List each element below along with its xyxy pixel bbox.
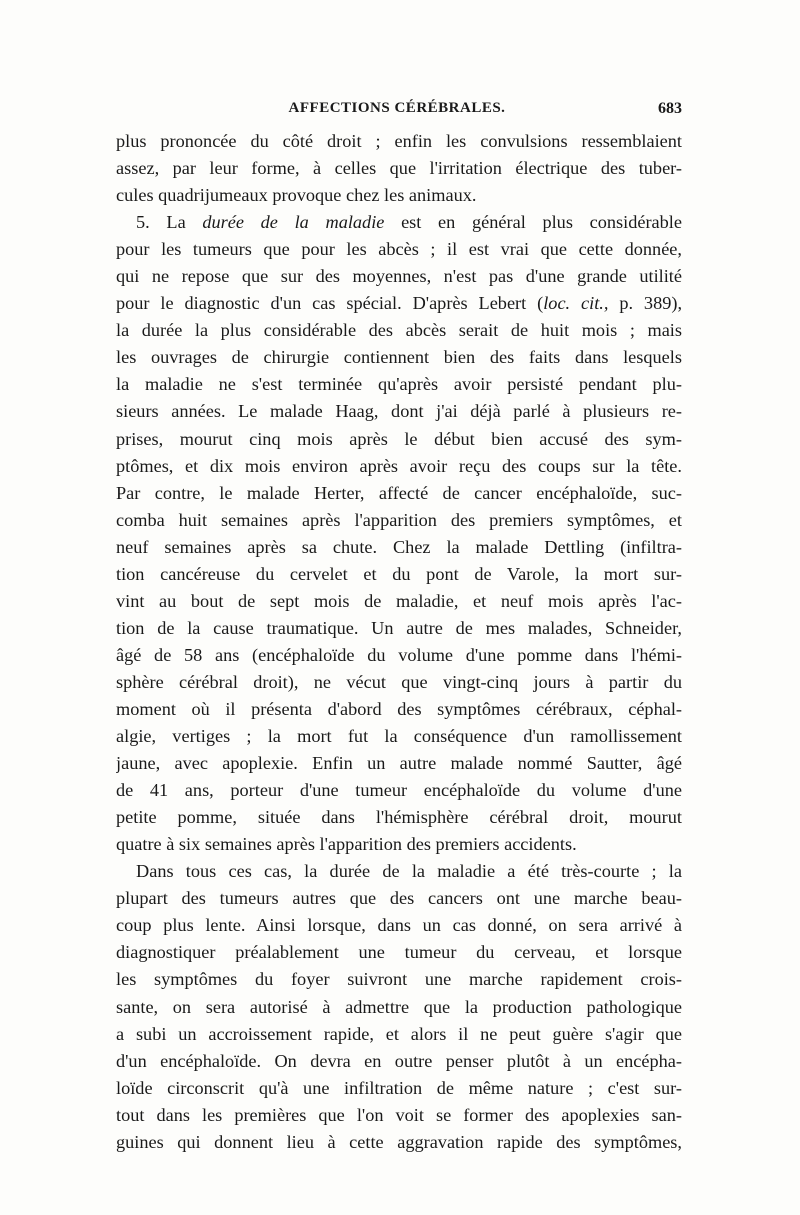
text-line: sieurs années. Le malade Haag, dont j'ai déjà parlé à plusieurs re- [116,401,682,422]
text-line: pour les tumeurs que pour les abcès ; il est vrai que cette donnée, [116,239,682,260]
text-line: quatre à six semaines après l'apparition des premiers accidents. [116,834,577,855]
paragraph-5-first-line: 5. La durée de la maladie est en général plus considérable [136,212,682,233]
text-line: de 41 ans, porteur d'une tumeur encéphaloïde du volume d'une [116,780,682,801]
text-line: ptômes, et dix mois environ après avoir reçu des coups sur la tête. [116,455,682,476]
text-line: assez, par leur forme, à celles que l'irritation électrique des tuber- [116,158,682,179]
text-line: sante, on sera autorisé à admettre que la production pathologique [116,996,682,1017]
text-line: petite pomme, située dans l'hémisphère cérébral droit, mourut [116,807,682,828]
text-line: âgé de 58 ans (encéphaloïde du volume d'une pomme dans l'hémi- [116,644,682,665]
lebert-before: pour le diagnostic d'un cas spécial. D'après Lebert ( [116,293,544,314]
text-line: prises, mourut cinq mois après le début bien accusé des sym- [116,428,682,449]
text-line: plupart des tumeurs autres que des cancers ont une marche beau- [116,888,682,909]
text-line: qui ne repose que sur des moyennes, n'est pas d'une grande utilité [116,266,682,287]
text-line: plus prononcée du côté droit ; enfin les convulsions ressemblaient [116,131,682,151]
text-line: neuf semaines après sa chute. Chez la malade Dettling (infiltra- [116,536,682,557]
italic-phrase: durée de la maladie [202,212,385,233]
body-text [116,128,682,1156]
text-line: cules quadrijumeaux provoque chez les animaux. [116,185,477,206]
text-line: les symptômes du foyer suivront une marche rapidement crois- [116,969,682,990]
text-line: tout dans les premières que l'on voit se former des apoplexies san- [116,1104,682,1125]
text-line: jaune, avec apoplexie. Enfin un autre malade nommé Sautter, âgé [116,753,682,774]
text-line: tion de la cause traumatique. Un autre de mes malades, Schneider, [116,617,682,638]
text-line: d'un encéphaloïde. On devra en outre penser plutôt à un encépha- [116,1050,682,1071]
lebert-italic: loc. cit., [543,293,609,314]
text-line: coup plus lente. Ainsi lorsque, dans un cas donné, on sera arrivé à [116,915,682,936]
text-line: algie, vertiges ; la mort fut la conséquence d'un ramollissement [116,726,682,747]
paragraph-marker: 5. [136,212,150,233]
text-line: Par contre, le malade Herter, affecté de cancer encéphaloïde, suc- [116,482,682,503]
running-head [112,100,682,126]
running-title: AFFECTIONS CÉRÉBRALES. [288,100,506,116]
lebert-after: p. 389), [608,293,682,314]
text-line: guines qui donnent lieu à cette aggravation rapide des symptômes, [116,1131,682,1152]
page-number: 683 [658,100,682,117]
text-line: comba huit semaines après l'apparition des premiers symptômes, et [116,509,682,530]
text-line: la durée la plus considérable des abcès serait de huit mois ; mais [116,320,682,341]
text-line: loïde circonscrit qu'à une infiltration de même nature ; c'est sur- [116,1077,682,1098]
text-line: tion cancéreuse du cervelet et du pont de Varole, la mort sur- [116,563,682,584]
text-line: a subi un accroissement rapide, et alors il ne peut guère s'agir que [116,1023,682,1044]
text-line: Dans tous ces cas, la durée de la maladie a été très-courte ; la [136,861,682,882]
text-line: vint au bout de sept mois de maladie, et neuf mois après l'ac- [116,590,682,611]
lebert-reference-line [116,290,682,317]
text-line: la maladie ne s'est terminée qu'après avoir persisté pendant plu- [116,374,682,395]
text-line: sphère cérébral droit), ne vécut que vingt-cinq jours à partir du [116,671,682,692]
text-line: diagnostiquer préalablement une tumeur du cerveau, et lorsque [116,942,682,963]
text-line: les ouvrages de chirurgie contiennent bien des faits dans lesquels [116,347,682,368]
text-line: moment où il présenta d'abord des symptômes cérébraux, céphal- [116,698,682,719]
